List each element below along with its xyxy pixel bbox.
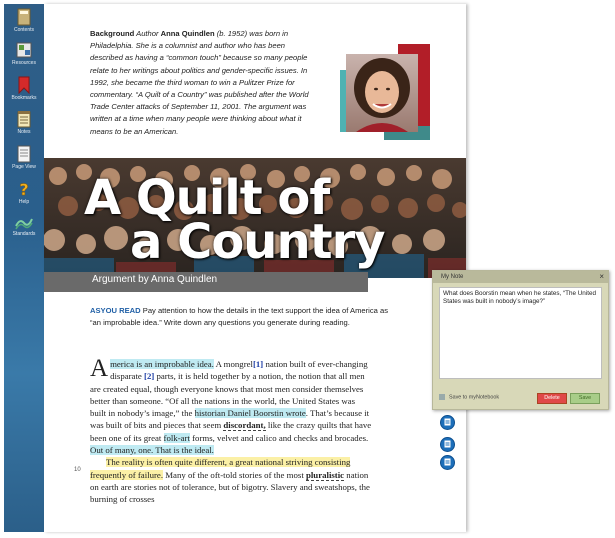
standards-icon bbox=[15, 216, 33, 230]
notes-icon bbox=[17, 110, 31, 128]
toolbar-sidebar bbox=[4, 4, 44, 532]
title-line-2: a Country bbox=[130, 214, 385, 270]
close-icon[interactable]: × bbox=[599, 272, 604, 281]
notebook-icon bbox=[439, 394, 445, 400]
bookmark-icon bbox=[17, 76, 31, 94]
footnote-ref-2[interactable]: [2] bbox=[144, 371, 155, 382]
highlight[interactable]: folk-art bbox=[163, 432, 190, 443]
note-marker-3[interactable] bbox=[440, 455, 455, 470]
as-you-read-prompt: ASYOU READ Pay attention to how the details in the text support the idea of America as “an improbable idea.” Write down any questions you generate during reading. bbox=[90, 306, 389, 328]
highlight[interactable]: merica is an improbable idea. bbox=[110, 359, 214, 369]
note-marker-2[interactable] bbox=[440, 437, 455, 452]
svg-text:?: ? bbox=[19, 180, 29, 198]
save-button[interactable]: Save bbox=[570, 393, 600, 404]
note-icon bbox=[444, 440, 451, 448]
sidebar-item-notes[interactable]: Notes bbox=[4, 110, 44, 135]
note-icon bbox=[444, 418, 451, 426]
sidebar-item-resources[interactable]: Resources bbox=[4, 41, 44, 66]
background-paragraph: Background Author Anna Quindlen (b. 1952) was born in Philadelphia. She is a columnist and author who has been described as having a “common touch” because so many people relate to her writings about politics and gender-specific issues. In 1992, she became the third woman to win a Pulitzer Prize for commentary. “A Quilt of a Country” was published after the World Trade Center attacks of September 11, 2001. The argument was written at a time when many people were thinking about what it means to be an American. bbox=[90, 29, 309, 136]
vocab-word-discordant[interactable]: discordant, bbox=[223, 420, 266, 431]
highlight-yellow[interactable]: The reality is often quite different, a great national striving consisting frequently of failure. bbox=[90, 457, 351, 480]
as-you-read-label: ASYOU READ bbox=[90, 306, 141, 315]
article-body: America is an improbable idea. A mongrel[1] nation built of ever-changing disparate [2] parts, it is held together by a notion, the notion that all men are created equal, though everyone knows that most men consider themselves better than someone. “Of all the nations in the world, the United States was built in nobody’s image,” the historian Daniel Boorstin wrote. That’s because it was built of bits and pieces that seem discordant, like the crazy quilts that have been one of its great folk-art forms, velvet and calico and checks and brocades. Out of many, one. That is the ideal. The reality is often quite different, a great national striving consisting frequently of failure. Many of the oft-told stories of the most pluralistic nation on earth are stories not of tolerance, but of bigotry. Slavery and sweatshops, the burning of crosses bbox=[90, 355, 372, 505]
note-title: My Note bbox=[441, 274, 464, 280]
sidebar-item-contents[interactable]: Contents bbox=[4, 8, 44, 33]
resources-icon bbox=[16, 41, 32, 59]
help-icon bbox=[17, 180, 31, 198]
sidebar-item-page-view[interactable]: Page View bbox=[4, 145, 44, 170]
line-number: 10 bbox=[74, 467, 81, 473]
drop-cap: A bbox=[90, 355, 109, 382]
author-portrait bbox=[340, 44, 430, 140]
sidebar-item-standards[interactable]: Standards bbox=[4, 216, 44, 237]
sidebar-item-help[interactable]: ? Help bbox=[18, 180, 30, 205]
sidebar-item-bookmarks[interactable]: Bookmarks bbox=[4, 76, 44, 101]
author-name: Anna Quindlen bbox=[160, 29, 215, 38]
highlight[interactable]: historian Daniel Boorstin wrote bbox=[194, 408, 306, 419]
note-icon bbox=[444, 458, 451, 466]
title-line-1: A Quilt of bbox=[84, 170, 330, 226]
save-to-notebook-toggle[interactable]: Save to myNotebook bbox=[439, 394, 499, 400]
vocab-word-pluralistic[interactable]: pluralistic bbox=[305, 469, 345, 480]
my-note-popup bbox=[432, 270, 609, 410]
highlight[interactable]: Out of many, one. That is the ideal. bbox=[90, 445, 214, 456]
subtitle: Argument by Anna Quindlen bbox=[92, 274, 218, 285]
footnote-ref-1[interactable]: [1] bbox=[252, 359, 264, 369]
contents-icon bbox=[17, 8, 31, 26]
note-marker-1[interactable] bbox=[440, 415, 455, 430]
note-textarea[interactable]: What does Boorstin mean when he states, “The United States was built in nobody’s image?” bbox=[439, 287, 602, 379]
background-label: Background bbox=[90, 29, 135, 38]
delete-button[interactable]: Delete bbox=[537, 393, 567, 404]
page-view-icon bbox=[17, 145, 31, 163]
